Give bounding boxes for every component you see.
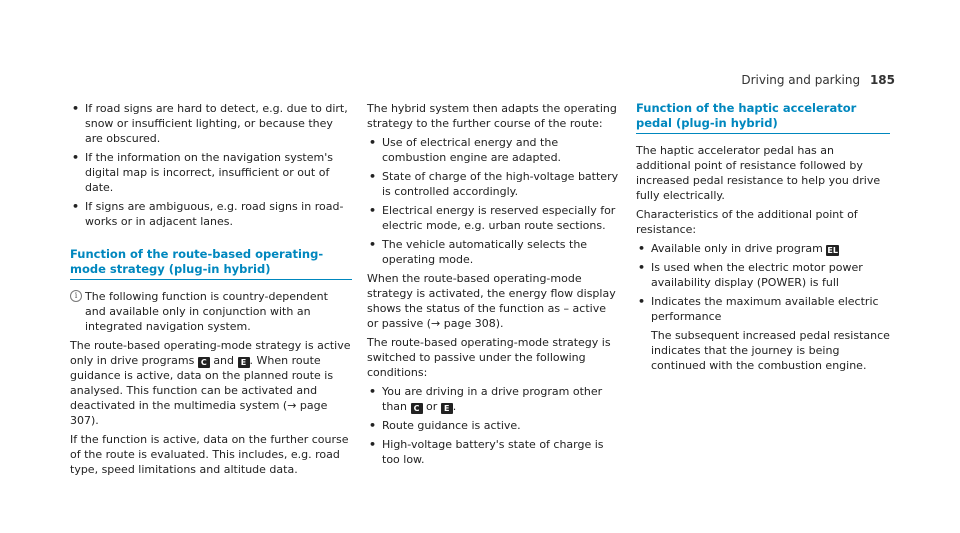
bullet-list <box>636 241 890 373</box>
list-item: • Electrical energy is reserved especially for electric mode, e.g. urban route sections. <box>367 203 620 233</box>
list-item-subtext: The subsequent increased pedal resistance indicates that the journey is being continued with the combustion engine. <box>651 329 890 372</box>
list-item: • The vehicle automatically selects the operating mode. <box>367 237 620 267</box>
punctuation: . <box>452 400 457 413</box>
list-item: • High-voltage battery's state of charge is too low. <box>367 437 620 467</box>
list-item-text: You are driving in a drive program other than <box>382 385 603 413</box>
paragraph-text: The route-based operating-mode strategy is active only in drive programs <box>70 339 351 367</box>
list-item: • Use of electrical energy and the combustion engine are adapted. <box>367 135 620 165</box>
note <box>70 289 352 334</box>
bullet-list <box>70 101 352 229</box>
drive-program-e-icon: E <box>238 357 250 368</box>
column-3 <box>636 101 890 377</box>
conjunction: and <box>213 354 235 367</box>
drive-program-c-icon: C <box>198 357 210 368</box>
info-icon: i <box>70 290 82 302</box>
drive-program-c-icon: C <box>411 403 423 414</box>
paragraph: When the route-based operating-mode strategy is activated, the energy flow display shows the status of the function as – active or passive (→ page 308). <box>367 272 616 330</box>
drive-program-e-icon: E <box>441 403 453 414</box>
list-item <box>636 241 890 256</box>
page-number: 185 <box>869 73 895 87</box>
paragraph: The hybrid system then adapts the operating strategy to the further course of the route: <box>367 102 617 130</box>
page-header <box>741 73 895 87</box>
bullet-list <box>367 135 620 267</box>
list-item: • If the information on the navigation system's digital map is incorrect, insufficient or out of date. <box>70 150 352 195</box>
drive-program-el-icon: EL <box>827 246 838 255</box>
note-text: The following function is country-dependent and available only in conjunction with an integrated navigation system. <box>85 290 328 333</box>
conjunction: or <box>426 400 438 413</box>
list-item: • If road signs are hard to detect, e.g. due to dirt, snow or insufficient lighting, or because they are obscured. <box>70 101 352 146</box>
section-title: Driving and parking <box>741 73 861 87</box>
bullet-list <box>367 384 620 467</box>
list-item: • State of charge of the high-voltage battery is controlled accordingly. <box>367 169 620 199</box>
paragraph <box>70 338 352 428</box>
paragraph: The route-based operating-mode strategy is switched to passive under the following conditions: <box>367 336 611 379</box>
column-1 <box>70 101 352 481</box>
list-item <box>636 294 890 373</box>
list-item: • Is used when the electric motor power availability display (POWER) is full <box>636 260 890 290</box>
list-item <box>367 384 620 414</box>
list-item: • Route guidance is active. <box>367 418 620 433</box>
list-item-text: Available only in drive program <box>651 242 823 255</box>
paragraph: Characteristics of the additional point of resistance: <box>636 208 858 236</box>
list-item-text: Indicates the maximum available electric performance <box>651 295 879 323</box>
paragraph: The haptic accelerator pedal has an additional point of resistance followed by increased pedal resistance to help you drive fully electrically. <box>636 144 881 202</box>
section-heading: Function of the route-based operating-mode strategy (plug-in hybrid) <box>70 247 352 280</box>
column-2 <box>367 101 620 471</box>
paragraph: If the function is active, data on the further course of the route is evaluated. This includes, e.g. road type, speed limitations and altitude data. <box>70 433 349 476</box>
section-heading: Function of the haptic accelerator pedal (plug-in hybrid) <box>636 101 890 134</box>
list-item: • If signs are ambiguous, e.g. road signs in road-works or in adjacent lanes. <box>70 199 352 229</box>
paragraph-text: . When route guidance is active, data on the planned route is analysed. This function can be activated and deactivated in the multimedia system (→ page 307). <box>70 354 334 427</box>
